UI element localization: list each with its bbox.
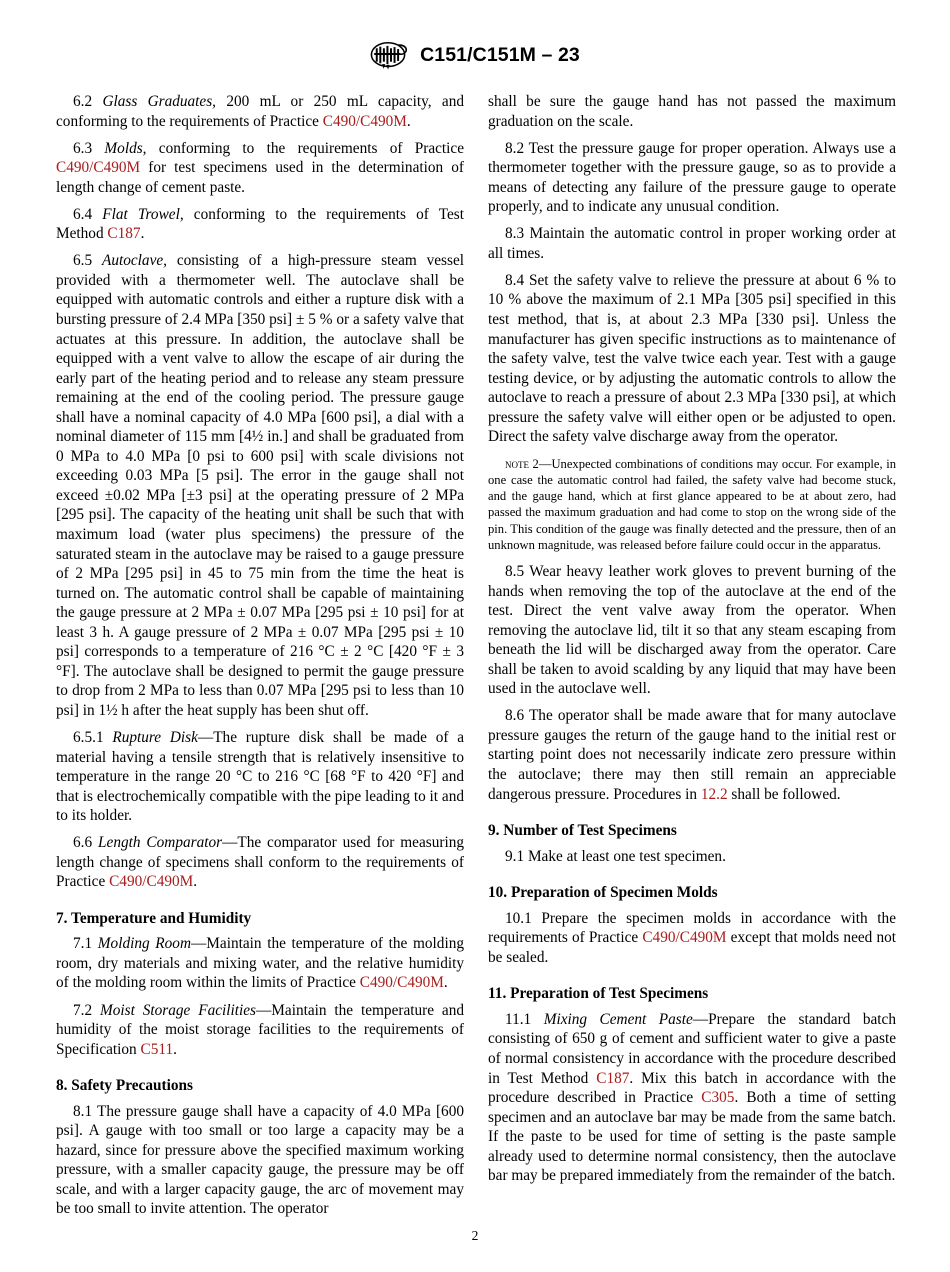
paragraph-number: 6.2 — [73, 93, 93, 110]
reference-link-c511[interactable]: C511 — [140, 1040, 174, 1058]
paragraph-11-1 — [488, 1010, 896, 1186]
paragraph-8-1 — [56, 1102, 464, 1219]
reference-link-c490[interactable]: C490/C490M — [322, 112, 407, 130]
astm-logo-icon — [370, 38, 410, 72]
paragraph-text: —Prepare the standard batch consisting of 650 g of cement and sufficient water to give a paste of normal consistency in accordance with the procedure described in Test Method — [488, 1010, 896, 1087]
paragraph-text-tail: . — [406, 112, 411, 130]
note-text: —Unexpected combinations of conditions may occur. For example, in one case the automatic control had failed, the safety valve had become stuck, and the gauge hand, which at first glance appeared to be at about zero, had passed the maximum graduation and had come to stop on the wrong side of the pin. This condition of the gauge was finally detected and the pressure, then of an unknown magnitude, was released before failure could occur in the apparatus. — [488, 456, 896, 552]
paragraph-title: Moist Storage Facilities — [100, 1001, 256, 1019]
paragraph-number: 6.5.1 — [73, 728, 104, 746]
section-heading-8: 8. Safety Precautions — [56, 1077, 193, 1095]
paragraph-number: 8.3 — [505, 225, 525, 243]
paragraph-text-tail: except that molds need not be sealed. — [488, 929, 897, 966]
reference-link-c490[interactable]: C490/C490M — [109, 873, 194, 891]
paragraph-text: Test the pressure gauge for proper operation. Always use a thermometer together with the pressure gauge, so as to provide a means of detecting any failure of the pressure gauge to operate properly, and to indicate any unusual condition. — [488, 139, 896, 216]
paragraph-number: 8.1 — [73, 1102, 93, 1120]
paragraph-number: 6.3 — [73, 139, 93, 157]
paragraph-text: consisting of a high-pressure steam vessel provided with a thermometer well. The autoclave shall be equipped with automatic controls and either a rupture disk with a bursting pressure of 2.4 MPa [350 psi] ± 5 % or a safety valve that actuates at this pressure. In addition, the autoclave shall be equipped with a vent valve to allow the escape of air during the early part of the heating period and to release any steam pressure remaining at the end of the cooling period. The pressure gauge shall have a nominal capacity of 4.0 MPa [600 psi], a dial with a nominal diameter of 115 mm [4½ in.] and shall be graduated from 0 MPa to 4.0 MPa [0 psi to 600 psi] with scale divisions not exceeding 0.03 MPa [5 psi]. The error in the gauge shall not exceed ±0.02 MPa [±3 psi] at the operating pressure of 2 MPa [295 psi]. The capacity of the heating unit shall be such that with maximum load (water plus specimens) the pressure of the saturated steam in the autoclave may be raised to a gauge pressure of 2 MPa [295 psi] in 45 to 75 min from the time the heat is turned on. The automatic control shall be capable of maintaining the gauge pressure at 2 MPa ± 0.07 MPa [295 psi ± 10 psi] for at least 3 h. A gauge pressure of 2 MPa ± 0.07 MPa [295 psi ± 10 psi] corresponds to a temperature of 216 °C ± 2 °C [420 °F ± 3 °F]. The autoclave shall be designed to permit the gauge pressure to drop from 2 MPa to less than 0.07 MPa [295 psi to less than 10 psi] in 1½ h after the heat supply has been shut off. — [56, 252, 464, 719]
paragraph-6-5 — [56, 251, 464, 720]
paragraph-7-2 — [56, 1001, 464, 1060]
paragraph-text: conforming to the requirements of Test Method — [56, 205, 464, 243]
paragraph-text: —Maintain the temperature of the molding room, dry materials and mixing water, and the relative humidity of the molding room within the limits of Practice — [56, 935, 465, 992]
section-heading-11: 11. Preparation of Test Specimens — [488, 985, 709, 1003]
paragraph-number: 8.2 — [505, 139, 525, 157]
paragraph-text: Wear heavy leather work gloves to prevent burning of the hands when removing the top of the autoclave at the end of the test. Direct the vent valve away from the operator. When removing the autoclave lid, tilt it so that any steam escaping from beneath the lid will be discharged away from the operator. Care shall be taken to avoid scalding by any liquid that may have been used in the autoclave well. — [488, 563, 896, 698]
paragraph-8-4 — [488, 271, 896, 447]
reference-link-c187[interactable]: C187 — [107, 225, 141, 243]
note-label: note — [505, 456, 529, 471]
paragraph-text-tail: . Both a time of setting specimen and an autoclave bar may be made from the same batch. If the paste to be used for time of setting is the paste sample already used to determine normal consistency, then the autoclave bar may be prepared immediately from the remainder of the batch. — [488, 1089, 896, 1185]
paragraph-text: The pressure gauge shall have a capacity of 4.0 MPa [600 psi]. A gauge with too small or too large a capacity may be a hazard, since for pressure above the specified maximum working pressure, with a smaller capacity gauge, the pressure may be off scale, and with a larger capacity gauge, the arc of movement may be too small to invite attention. The operator — [56, 1102, 464, 1218]
paragraph-title: Length Comparator — [98, 834, 223, 852]
paragraph-text-tail: . — [193, 873, 198, 891]
paragraph-9-1 — [488, 847, 896, 867]
paragraph-text-tail: . — [173, 1040, 177, 1058]
paragraph-title: Rupture Disk — [112, 728, 198, 746]
paragraph-title: Mixing Cement Paste — [543, 1010, 693, 1028]
paragraph-text: Make at least one test specimen. — [524, 847, 726, 865]
note-2 — [488, 456, 896, 553]
reference-link-c187[interactable]: C187 — [596, 1069, 630, 1087]
paragraph-number: 8.4 — [505, 271, 525, 289]
paragraph-text: —The rupture disk shall be made of a material having a tensile strength that is relatively insensitive to temperature in the range 20 °C to 216 °C [68 °F to 420 °F] and that is electrochemically compatible with the pipe leading to it and to its holder. — [56, 728, 465, 825]
paragraph-text: —The comparator used for measuring length change of specimens shall conform to the requirements of Practice — [56, 834, 465, 891]
paragraph-number: 8.6 — [505, 707, 525, 725]
two-column-body — [56, 92, 896, 1219]
paragraph-number: 7.1 — [73, 935, 93, 953]
paragraph-number: 6.4 — [73, 205, 93, 223]
paragraph-title: Molding Room — [97, 935, 191, 953]
paragraph-number: 6.5 — [73, 252, 93, 270]
paragraph-text: Maintain the automatic control in proper working order at all times. — [488, 225, 896, 262]
paragraph-number: 9.1 — [505, 847, 525, 865]
reference-link-c490[interactable]: C490/C490M — [642, 929, 727, 947]
paragraph-8-5 — [488, 562, 896, 699]
paragraph-6-3 — [56, 139, 464, 198]
reference-link-c490[interactable]: C490/C490M — [359, 974, 444, 992]
paragraph-text: Set the safety valve to relieve the pressure at about 6 % to 10 % above the maximum of 2.1 MPa [305 psi] specified in this test method, that is, at about 2.3 MPa [330 psi]. Unless the manufacturer has given specific instructions as to maintenance of the safety valve, test the valve twice each year. Test with a gauge testing device, or by adjusting the automatic controls to allow the autoclave to reach a pressure of about 2.3 MPa [330 psi], at which pressure the safety valve will either open or be adjusted to open. Direct the safety valve discharge away from the operator. — [488, 271, 896, 446]
reference-link-c490[interactable]: C490/C490M — [56, 159, 141, 177]
paragraph-8-2 — [488, 139, 896, 217]
paragraph-8-1-continued: shall be sure the gauge hand has not passed the maximum graduation on the scale. — [488, 93, 896, 130]
standard-designation: C151/C151M – 23 — [420, 43, 580, 66]
paragraph-text: conforming to the requirements of Practice — [146, 139, 464, 157]
paragraph-number: 8.5 — [505, 563, 525, 581]
paragraph-8-6 — [488, 706, 896, 804]
paragraph-text-tail: shall be followed. — [727, 785, 841, 803]
paragraph-6-6 — [56, 833, 464, 892]
paragraph-7-1 — [56, 934, 464, 993]
paragraph-text: Prepare the specimen molds in accordance with the requirements of Practice — [488, 909, 896, 947]
paragraph-text: The operator shall be made aware that for many autoclave pressure gauges the return of the gauge hand to the initial rest or starting point does not necessarily indicate zero pressure within the autoclave; there may then still remain an appreciable dangerous pressure. Procedures in — [488, 707, 896, 803]
section-heading-9: 9. Number of Test Specimens — [488, 822, 677, 840]
note-number: 2 — [529, 456, 539, 471]
section-heading-7: 7. Temperature and Humidity — [56, 909, 252, 927]
paragraph-text-tail: . — [443, 974, 448, 992]
page-header — [0, 38, 950, 72]
page-number: 2 — [471, 1228, 479, 1243]
paragraph-number: 10.1 — [505, 909, 532, 927]
paragraph-10-1 — [488, 909, 896, 968]
paragraph-8-3 — [488, 224, 896, 263]
paragraph-6-2 — [56, 92, 464, 131]
right-column — [488, 92, 896, 1219]
paragraph-number: 11.1 — [505, 1010, 532, 1028]
paragraph-text: —Maintain the temperature and humidity of the moist storage facilities to the requirements of Specification — [56, 1001, 464, 1058]
section-heading-10: 10. Preparation of Specimen Molds — [488, 884, 718, 902]
paragraph-text-mid: . Mix this batch in accordance with the procedure described in Practice — [488, 1069, 896, 1107]
paragraph-6-4 — [56, 205, 464, 244]
paragraph-text-tail: for test specimens used in the determination of length change of cement paste. — [56, 159, 464, 196]
paragraph-title: Glass Graduates, — [102, 93, 217, 110]
paragraph-number: 6.6 — [73, 834, 93, 852]
paragraph-title: Molds, — [104, 139, 147, 157]
paragraph-6-5-1 — [56, 728, 464, 826]
page-footer — [0, 1228, 950, 1244]
paragraph-text-tail: . — [140, 225, 145, 243]
left-column — [56, 92, 464, 1219]
reference-link-c305[interactable]: C305 — [701, 1089, 735, 1107]
paragraph-title: Flat Trowel, — [102, 205, 184, 223]
paragraph-title: Autoclave, — [101, 252, 167, 270]
paragraph-text: 200 mL or 250 mL capacity, and conforming to the requirements of Practice — [56, 93, 465, 130]
reference-link-12-2[interactable]: 12.2 — [700, 785, 728, 803]
paragraph-number: 7.2 — [73, 1001, 93, 1019]
